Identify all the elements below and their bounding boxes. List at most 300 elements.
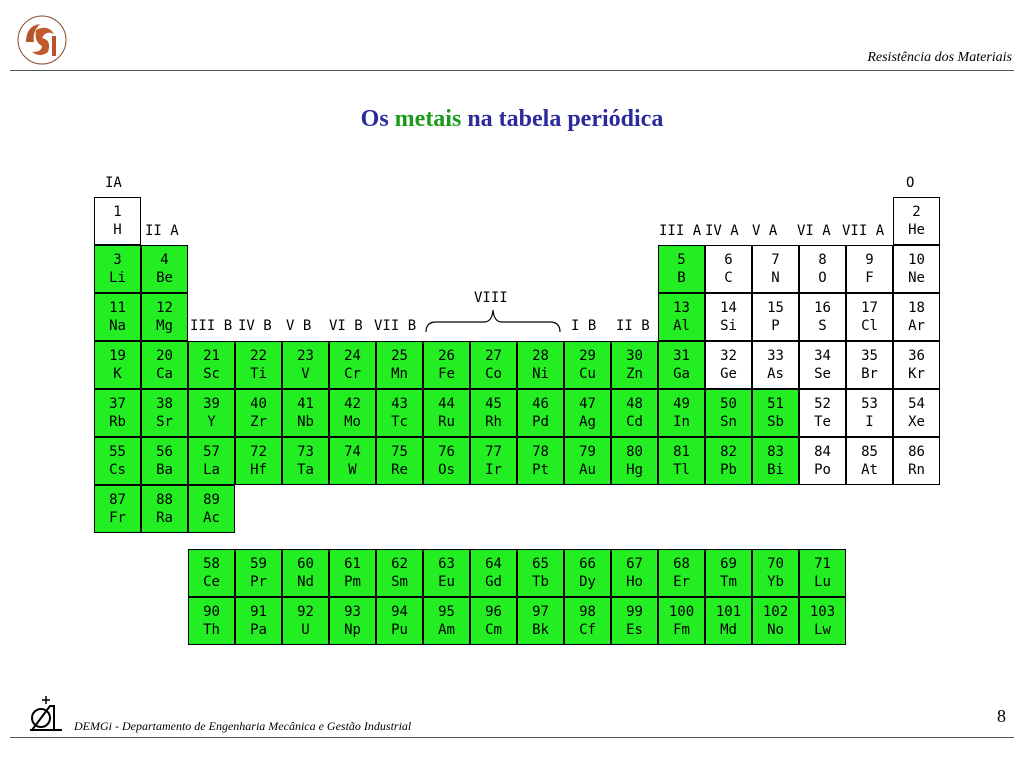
element-cell-tc	[376, 389, 423, 437]
element-cell-fe	[423, 341, 470, 389]
element-cell-co	[470, 341, 517, 389]
atomic-number: 79	[579, 444, 596, 460]
element-cell-mg	[141, 293, 188, 341]
atomic-number: 81	[673, 444, 690, 460]
element-cell-he	[893, 197, 940, 245]
title-highlight: metais	[394, 106, 462, 132]
element-symbol: Th	[203, 622, 220, 638]
atomic-number: 53	[861, 396, 878, 412]
element-symbol: Sb	[767, 414, 784, 430]
atomic-number: 70	[767, 556, 784, 572]
element-symbol: F	[865, 270, 874, 286]
atomic-number: 38	[156, 396, 173, 412]
element-cell-ar	[893, 293, 940, 341]
atomic-number: 29	[579, 348, 596, 364]
element-symbol: Bi	[767, 462, 784, 478]
element-cell-fr	[94, 485, 141, 533]
element-symbol: Na	[109, 318, 126, 334]
element-symbol: B	[677, 270, 686, 286]
element-symbol: K	[113, 366, 122, 382]
element-cell-pu	[376, 597, 423, 645]
atomic-number: 46	[532, 396, 549, 412]
element-symbol: Cu	[579, 366, 596, 382]
element-symbol: Cl	[861, 318, 878, 334]
atomic-number: 39	[203, 396, 220, 412]
element-cell-as	[752, 341, 799, 389]
element-cell-hf	[235, 437, 282, 485]
element-cell-al	[658, 293, 705, 341]
atomic-number: 13	[673, 300, 690, 316]
element-symbol: Se	[814, 366, 831, 382]
group-label-vb: V B	[286, 318, 312, 334]
atomic-number: 9	[865, 252, 874, 268]
group-label-ivb: IV B	[238, 318, 272, 334]
element-cell-ce	[188, 549, 235, 597]
element-cell-zn	[611, 341, 658, 389]
group-label-iva: IV A	[705, 223, 739, 239]
element-symbol: Te	[814, 414, 831, 430]
element-cell-lw	[799, 597, 846, 645]
element-cell-th	[188, 597, 235, 645]
element-symbol: Rb	[109, 414, 126, 430]
group-label-vib: VI B	[329, 318, 363, 334]
atomic-number: 25	[391, 348, 408, 364]
element-cell-zr	[235, 389, 282, 437]
element-cell-kr	[893, 341, 940, 389]
element-symbol: Fe	[438, 366, 455, 382]
element-cell-ge	[705, 341, 752, 389]
element-cell-p	[752, 293, 799, 341]
atomic-number: 96	[485, 604, 502, 620]
element-symbol: Pr	[250, 574, 267, 590]
element-cell-np	[329, 597, 376, 645]
element-cell-o	[799, 245, 846, 293]
element-cell-c	[705, 245, 752, 293]
group-label-va: V A	[752, 223, 778, 239]
element-symbol: Rn	[908, 462, 925, 478]
group-label-viib: VII B	[374, 318, 417, 334]
element-cell-v	[282, 341, 329, 389]
element-symbol: Os	[438, 462, 455, 478]
element-cell-at	[846, 437, 893, 485]
atomic-number: 12	[156, 300, 173, 316]
atomic-number: 80	[626, 444, 643, 460]
element-symbol: Ga	[673, 366, 690, 382]
element-cell-ga	[658, 341, 705, 389]
element-symbol: Mg	[156, 318, 173, 334]
atomic-number: 92	[297, 604, 314, 620]
group-label-iib: II B	[616, 318, 650, 334]
atomic-number: 75	[391, 444, 408, 460]
atomic-number: 8	[818, 252, 827, 268]
atomic-number: 55	[109, 444, 126, 460]
atomic-number: 74	[344, 444, 361, 460]
atomic-number: 65	[532, 556, 549, 572]
element-symbol: Ca	[156, 366, 173, 382]
element-cell-ti	[235, 341, 282, 389]
element-symbol: Pu	[391, 622, 408, 638]
element-symbol: Ce	[203, 574, 220, 590]
atomic-number: 44	[438, 396, 455, 412]
element-symbol: Cs	[109, 462, 126, 478]
element-cell-cu	[564, 341, 611, 389]
atomic-number: 18	[908, 300, 925, 316]
element-symbol: W	[348, 462, 357, 478]
atomic-number: 42	[344, 396, 361, 412]
atomic-number: 41	[297, 396, 314, 412]
atomic-number: 10	[908, 252, 925, 268]
element-cell-pr	[235, 549, 282, 597]
atomic-number: 37	[109, 396, 126, 412]
atomic-number: 3	[113, 252, 122, 268]
element-symbol: La	[203, 462, 220, 478]
element-symbol: No	[767, 622, 784, 638]
element-symbol: Tc	[391, 414, 408, 430]
element-symbol: Sr	[156, 414, 173, 430]
atomic-number: 52	[814, 396, 831, 412]
atomic-number: 48	[626, 396, 643, 412]
element-cell-yb	[752, 549, 799, 597]
element-symbol: Mo	[344, 414, 361, 430]
element-symbol: Sn	[720, 414, 737, 430]
element-cell-no	[752, 597, 799, 645]
element-cell-xe	[893, 389, 940, 437]
element-cell-pa	[235, 597, 282, 645]
element-cell-nb	[282, 389, 329, 437]
element-symbol: Kr	[908, 366, 925, 382]
element-symbol: Fm	[673, 622, 690, 638]
element-symbol: Ba	[156, 462, 173, 478]
element-symbol: Hf	[250, 462, 267, 478]
atomic-number: 102	[762, 604, 789, 620]
element-cell-ne	[893, 245, 940, 293]
element-cell-n	[752, 245, 799, 293]
atomic-number: 23	[297, 348, 314, 364]
element-cell-f	[846, 245, 893, 293]
title-part-1: Os	[360, 106, 389, 132]
element-symbol: As	[767, 366, 784, 382]
atomic-number: 6	[724, 252, 733, 268]
element-cell-pm	[329, 549, 376, 597]
element-cell-ra	[141, 485, 188, 533]
element-cell-cm	[470, 597, 517, 645]
atomic-number: 99	[626, 604, 643, 620]
atomic-number: 43	[391, 396, 408, 412]
element-cell-b	[658, 245, 705, 293]
atomic-number: 11	[109, 300, 126, 316]
title-part-2: na tabela periódica	[467, 106, 664, 132]
atomic-number: 88	[156, 492, 173, 508]
element-cell-ba	[141, 437, 188, 485]
element-symbol: Sm	[391, 574, 408, 590]
element-cell-w	[329, 437, 376, 485]
atomic-number: 84	[814, 444, 831, 460]
atomic-number: 64	[485, 556, 502, 572]
footer-divider	[10, 737, 1014, 738]
element-cell-u	[282, 597, 329, 645]
element-cell-mo	[329, 389, 376, 437]
element-symbol: Fr	[109, 510, 126, 526]
atomic-number: 47	[579, 396, 596, 412]
group-label-viia: VII A	[842, 223, 885, 239]
element-symbol: I	[865, 414, 874, 430]
element-symbol: Er	[673, 574, 690, 590]
element-symbol: Ne	[908, 270, 925, 286]
atomic-number: 57	[203, 444, 220, 460]
atomic-number: 5	[677, 252, 686, 268]
element-cell-s	[799, 293, 846, 341]
atomic-number: 101	[715, 604, 742, 620]
element-cell-pd	[517, 389, 564, 437]
element-symbol: Lw	[814, 622, 831, 638]
element-cell-bk	[517, 597, 564, 645]
element-symbol: Bk	[532, 622, 549, 638]
atomic-number: 36	[908, 348, 925, 364]
element-cell-dy	[564, 549, 611, 597]
atomic-number: 76	[438, 444, 455, 460]
atomic-number: 85	[861, 444, 878, 460]
atomic-number: 62	[391, 556, 408, 572]
element-symbol: Ir	[485, 462, 502, 478]
atomic-number: 19	[109, 348, 126, 364]
element-cell-bi	[752, 437, 799, 485]
atomic-number: 93	[344, 604, 361, 620]
element-symbol: Ni	[532, 366, 549, 382]
atomic-number: 49	[673, 396, 690, 412]
element-symbol: Ge	[720, 366, 737, 382]
element-cell-i	[846, 389, 893, 437]
element-cell-cr	[329, 341, 376, 389]
element-symbol: Ar	[908, 318, 925, 334]
element-cell-lu	[799, 549, 846, 597]
group-label-ia: IA	[105, 175, 122, 191]
element-cell-y	[188, 389, 235, 437]
element-symbol: Tb	[532, 574, 549, 590]
element-symbol: Pb	[720, 462, 737, 478]
atomic-number: 45	[485, 396, 502, 412]
atomic-number: 90	[203, 604, 220, 620]
element-cell-tl	[658, 437, 705, 485]
element-symbol: S	[818, 318, 827, 334]
atomic-number: 2	[912, 204, 921, 220]
element-cell-rn	[893, 437, 940, 485]
element-cell-pt	[517, 437, 564, 485]
atomic-number: 68	[673, 556, 690, 572]
element-cell-la	[188, 437, 235, 485]
element-symbol: Si	[720, 318, 737, 334]
element-symbol: Ru	[438, 414, 455, 430]
element-symbol: Sc	[203, 366, 220, 382]
element-cell-os	[423, 437, 470, 485]
element-cell-cf	[564, 597, 611, 645]
element-symbol: Ag	[579, 414, 596, 430]
element-cell-ir	[470, 437, 517, 485]
atomic-number: 26	[438, 348, 455, 364]
element-cell-es	[611, 597, 658, 645]
element-cell-fm	[658, 597, 705, 645]
atomic-number: 87	[109, 492, 126, 508]
atomic-number: 59	[250, 556, 267, 572]
element-symbol: Eu	[438, 574, 455, 590]
atomic-number: 7	[771, 252, 780, 268]
element-symbol: Pa	[250, 622, 267, 638]
atomic-number: 69	[720, 556, 737, 572]
element-symbol: Br	[861, 366, 878, 382]
atomic-number: 20	[156, 348, 173, 364]
page-number: 8	[997, 706, 1006, 726]
element-cell-si	[705, 293, 752, 341]
atomic-number: 35	[861, 348, 878, 364]
element-symbol: Co	[485, 366, 502, 382]
atomic-number: 86	[908, 444, 925, 460]
element-symbol: Pd	[532, 414, 549, 430]
element-cell-tb	[517, 549, 564, 597]
atomic-number: 28	[532, 348, 549, 364]
group-label-o: O	[906, 175, 915, 191]
atomic-number: 100	[668, 604, 695, 620]
element-symbol: Ac	[203, 510, 220, 526]
element-symbol: Xe	[908, 414, 925, 430]
element-cell-be	[141, 245, 188, 293]
element-symbol: Tm	[720, 574, 737, 590]
atomic-number: 17	[861, 300, 878, 316]
atomic-number: 63	[438, 556, 455, 572]
element-symbol: C	[724, 270, 733, 286]
atomic-number: 50	[720, 396, 737, 412]
element-cell-ag	[564, 389, 611, 437]
element-symbol: Nd	[297, 574, 314, 590]
element-symbol: Md	[720, 622, 737, 638]
element-symbol: Be	[156, 270, 173, 286]
element-cell-sn	[705, 389, 752, 437]
atomic-number: 98	[579, 604, 596, 620]
atomic-number: 94	[391, 604, 408, 620]
element-symbol: Rh	[485, 414, 502, 430]
element-symbol: Al	[673, 318, 690, 334]
element-symbol: Mn	[391, 366, 408, 382]
atomic-number: 56	[156, 444, 173, 460]
element-cell-ru	[423, 389, 470, 437]
element-symbol: Ho	[626, 574, 643, 590]
element-symbol: Np	[344, 622, 361, 638]
element-cell-re	[376, 437, 423, 485]
element-cell-rh	[470, 389, 517, 437]
atomic-number: 95	[438, 604, 455, 620]
atomic-number: 31	[673, 348, 690, 364]
element-cell-eu	[423, 549, 470, 597]
element-symbol: Pt	[532, 462, 549, 478]
element-symbol: Am	[438, 622, 455, 638]
element-cell-k	[94, 341, 141, 389]
atomic-number: 15	[767, 300, 784, 316]
element-cell-br	[846, 341, 893, 389]
atomic-number: 71	[814, 556, 831, 572]
element-cell-er	[658, 549, 705, 597]
element-cell-au	[564, 437, 611, 485]
element-symbol: Cr	[344, 366, 361, 382]
group-label-iiib: III B	[190, 318, 233, 334]
element-symbol: Ti	[250, 366, 267, 382]
atomic-number: 32	[720, 348, 737, 364]
atomic-number: 33	[767, 348, 784, 364]
element-symbol: Li	[109, 270, 126, 286]
element-symbol: Yb	[767, 574, 784, 590]
element-cell-tm	[705, 549, 752, 597]
atomic-number: 89	[203, 492, 220, 508]
element-cell-sb	[752, 389, 799, 437]
element-cell-nd	[282, 549, 329, 597]
element-symbol: Hg	[626, 462, 643, 478]
atomic-number: 82	[720, 444, 737, 460]
atomic-number: 4	[160, 252, 169, 268]
element-cell-ac	[188, 485, 235, 533]
element-symbol: U	[301, 622, 310, 638]
element-symbol: At	[861, 462, 878, 478]
element-cell-po	[799, 437, 846, 485]
atomic-number: 91	[250, 604, 267, 620]
element-symbol: Ta	[297, 462, 314, 478]
element-symbol: Lu	[814, 574, 831, 590]
element-cell-li	[94, 245, 141, 293]
element-symbol: H	[113, 222, 122, 238]
atomic-number: 58	[203, 556, 220, 572]
atomic-number: 34	[814, 348, 831, 364]
element-symbol: Ra	[156, 510, 173, 526]
element-cell-in	[658, 389, 705, 437]
atomic-number: 21	[203, 348, 220, 364]
atomic-number: 16	[814, 300, 831, 316]
element-cell-md	[705, 597, 752, 645]
element-symbol: In	[673, 414, 690, 430]
atomic-number: 72	[250, 444, 267, 460]
element-cell-se	[799, 341, 846, 389]
footer-department: DEMGi - Departamento de Engenharia Mecânica e Gestão Industrial	[74, 719, 412, 733]
element-symbol: Cd	[626, 414, 643, 430]
element-cell-sc	[188, 341, 235, 389]
atomic-number: 67	[626, 556, 643, 572]
atomic-number: 66	[579, 556, 596, 572]
demgi-logo	[28, 694, 64, 732]
element-symbol: V	[301, 366, 310, 382]
group-label-iiia: III A	[659, 223, 702, 239]
element-symbol: Es	[626, 622, 643, 638]
element-cell-ta	[282, 437, 329, 485]
atomic-number: 60	[297, 556, 314, 572]
element-symbol: Cf	[579, 622, 596, 638]
atomic-number: 22	[250, 348, 267, 364]
atomic-number: 77	[485, 444, 502, 460]
element-cell-rb	[94, 389, 141, 437]
atomic-number: 73	[297, 444, 314, 460]
element-cell-sm	[376, 549, 423, 597]
element-symbol: Zn	[626, 366, 643, 382]
atomic-number: 83	[767, 444, 784, 460]
element-cell-gd	[470, 549, 517, 597]
element-cell-hg	[611, 437, 658, 485]
element-cell-ni	[517, 341, 564, 389]
element-cell-cs	[94, 437, 141, 485]
atomic-number: 24	[344, 348, 361, 364]
element-cell-am	[423, 597, 470, 645]
atomic-number: 30	[626, 348, 643, 364]
element-symbol: Po	[814, 462, 831, 478]
element-cell-pb	[705, 437, 752, 485]
atomic-number: 97	[532, 604, 549, 620]
element-symbol: Re	[391, 462, 408, 478]
element-symbol: P	[771, 318, 780, 334]
atomic-number: 14	[720, 300, 737, 316]
element-symbol: O	[818, 270, 827, 286]
